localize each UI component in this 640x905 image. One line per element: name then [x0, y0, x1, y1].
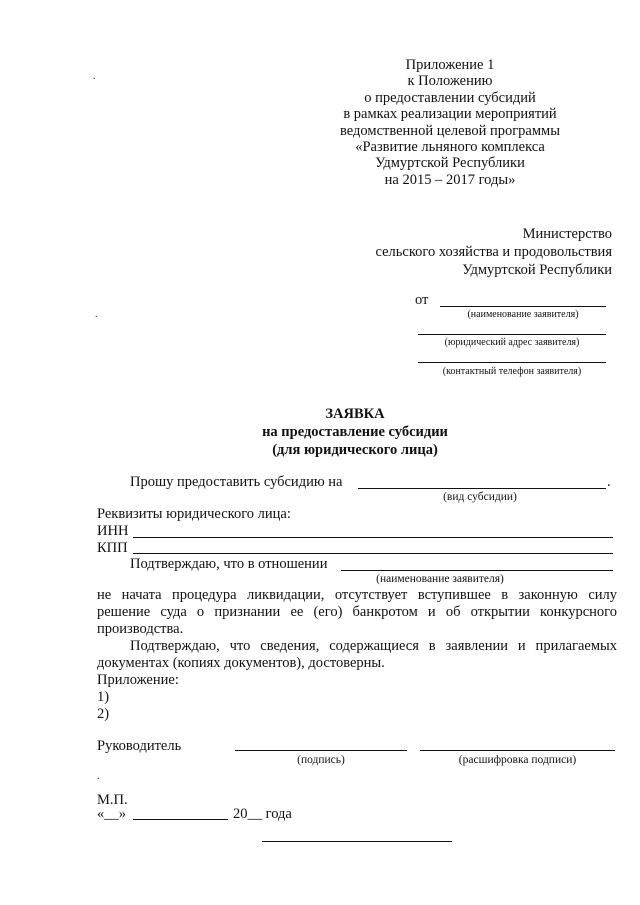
- annex-line: Удмуртской Республики: [375, 155, 525, 172]
- kpp-label: КПП: [97, 540, 128, 556]
- annex-line: в рамках реализации мероприятий: [343, 106, 557, 123]
- applicant-line[interactable]: [341, 570, 613, 571]
- annex-line: о предоставлении субсидий: [364, 89, 536, 106]
- stamp-label: М.П.: [97, 792, 128, 808]
- annex-line: ведомственной целевой программы: [340, 122, 560, 139]
- liquidation-paragraph: не начата процедура ликвидации, отсутствует вступившее в законную силу решение суда о признании ее (его) банкротом и об открытии конкурсного производства.: [97, 587, 617, 637]
- inn-label: ИНН: [97, 523, 129, 539]
- document-title: [160, 405, 550, 459]
- confirm-text: Подтверждаю, что в отношении: [130, 556, 328, 572]
- attachment-item: 2): [97, 706, 110, 722]
- stray-dot: .: [93, 71, 96, 82]
- inn-line[interactable]: [133, 537, 613, 538]
- signature-caption: (подпись): [297, 754, 345, 766]
- stray-dot: .: [95, 309, 98, 320]
- applicant-address-line[interactable]: [418, 334, 606, 335]
- annex-header: [300, 57, 600, 188]
- annex-line: «Развитие льняного комплекса: [355, 139, 545, 156]
- addressee-line: сельского хозяйства и продовольствия: [375, 244, 612, 260]
- annex-line: на 2015 – 2017 годы»: [384, 171, 516, 188]
- attachment-item: 1): [97, 689, 110, 705]
- signature-decode-caption: (расшифровка подписи): [458, 754, 577, 766]
- annex-line: Приложение 1: [405, 57, 495, 73]
- bottom-rule: [262, 841, 452, 842]
- head-label: Руководитель: [97, 738, 182, 754]
- applicant-phone-caption: (контактный телефон заявителя): [442, 366, 582, 377]
- addressee-line: Удмуртской Республики: [462, 262, 612, 278]
- attachment-label: Приложение:: [97, 672, 179, 688]
- applicant-name-line[interactable]: [440, 306, 606, 307]
- subsidy-type-line[interactable]: [358, 488, 606, 489]
- signature-decode-line[interactable]: [420, 750, 615, 751]
- applicant-phone-line[interactable]: [418, 362, 606, 363]
- request-end: .: [607, 474, 611, 490]
- kpp-line[interactable]: [133, 553, 613, 554]
- applicant-caption: (наименование заявителя): [376, 573, 504, 585]
- date-day: «__»: [97, 806, 126, 822]
- requisites-label: Реквизиты юридического лица:: [97, 506, 291, 522]
- date-year: 20__ года: [233, 806, 292, 822]
- annex-line: к Положению: [407, 73, 493, 90]
- applicant-address-caption: (юридический адрес заявителя): [444, 337, 580, 348]
- title-line: на предоставление субсидии: [262, 424, 448, 440]
- applicant-name-caption: (наименование заявителя): [467, 309, 579, 320]
- addressee: [330, 225, 612, 279]
- signature-line[interactable]: [235, 750, 407, 751]
- stray-dot: .: [97, 771, 100, 782]
- confirm-paragraph: Подтверждаю, что сведения, содержащиеся в заявлении и прилагаемых документах (копиях документов), достоверны.: [97, 638, 617, 671]
- title-line: ЗАЯВКА: [325, 406, 385, 422]
- title-line: (для юридического лица): [272, 442, 438, 458]
- date-month-line[interactable]: [133, 819, 228, 820]
- request-text: Прошу предоставить субсидию на: [130, 474, 343, 490]
- addressee-line: Министерство: [522, 226, 612, 242]
- subsidy-type-caption: (вид субсидии): [443, 491, 517, 503]
- from-prefix: от: [415, 292, 429, 308]
